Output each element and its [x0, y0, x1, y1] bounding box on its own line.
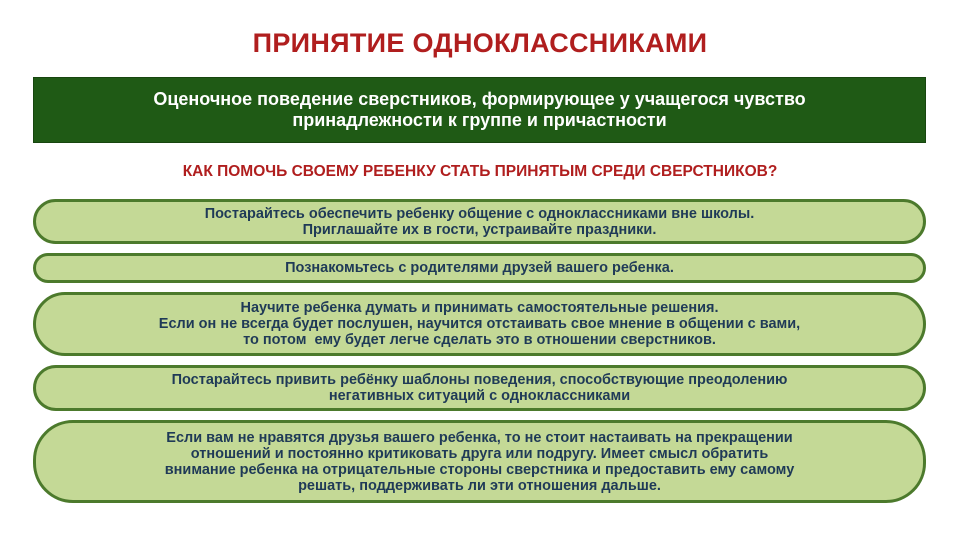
tip-line: негативных ситуаций с одноклассниками: [328, 388, 631, 404]
tip-text: [261, 260, 698, 276]
definition-line: принадлежности к группе и причастности: [292, 110, 667, 130]
tip-line: внимание ребенка на отрицательные стороны сверстника и предоставить ему самому: [164, 461, 795, 478]
tip-pill-2: [33, 253, 926, 283]
definition-line: Оценочное поведение сверстников, формирующее у учащегося чувство: [153, 89, 806, 109]
tip-text: [181, 206, 779, 238]
question-heading: КАК ПОМОЧЬ СВОЕМУ РЕБЕНКУ СТАТЬ ПРИНЯТЫМ СРЕДИ СВЕРСТНИКОВ?: [182, 163, 778, 180]
tip-line: то потом ему будет легче сделать это в отношении сверстников.: [243, 332, 716, 348]
tip-pill-5: [33, 420, 926, 503]
slide-title: ПРИНЯТИЕ ОДНОКЛАССНИКАМИ: [252, 28, 708, 58]
tip-line: Постарайтесь обеспечить ребенку общение с одноклассниками вне школы.: [204, 205, 755, 222]
tip-line: Познакомьтесь с родителями друзей вашего ребенка.: [285, 260, 674, 276]
tip-text: [148, 372, 812, 404]
tip-line: Приглашайте их в гости, устраивайте праздники.: [302, 221, 657, 238]
tip-line: Если вам не нравятся друзья вашего ребенка, то не стоит настаивать на прекращении: [166, 429, 793, 446]
tip-line: Если он не всегда будет послушен, научится отстаивать свое мнение в общении с вами,: [158, 316, 801, 332]
tip-text: [141, 430, 819, 494]
tip-text: [135, 300, 824, 348]
tip-pill-3: [33, 292, 926, 356]
tip-pill-1: [33, 199, 926, 244]
tip-line: отношений и постоянно критиковать друга или подругу. Имеет смысл обратить: [190, 445, 769, 462]
tip-line: Постарайтесь привить ребёнку шаблоны поведения, способствующие преодолению: [171, 372, 788, 388]
tip-line: решать, поддерживать ли эти отношения дальше.: [298, 477, 661, 494]
tip-pill-4: [33, 365, 926, 411]
definition-banner: [33, 77, 926, 143]
tip-line: Научите ребенка думать и принимать самостоятельные решения.: [240, 300, 719, 316]
definition-text: [113, 89, 845, 131]
